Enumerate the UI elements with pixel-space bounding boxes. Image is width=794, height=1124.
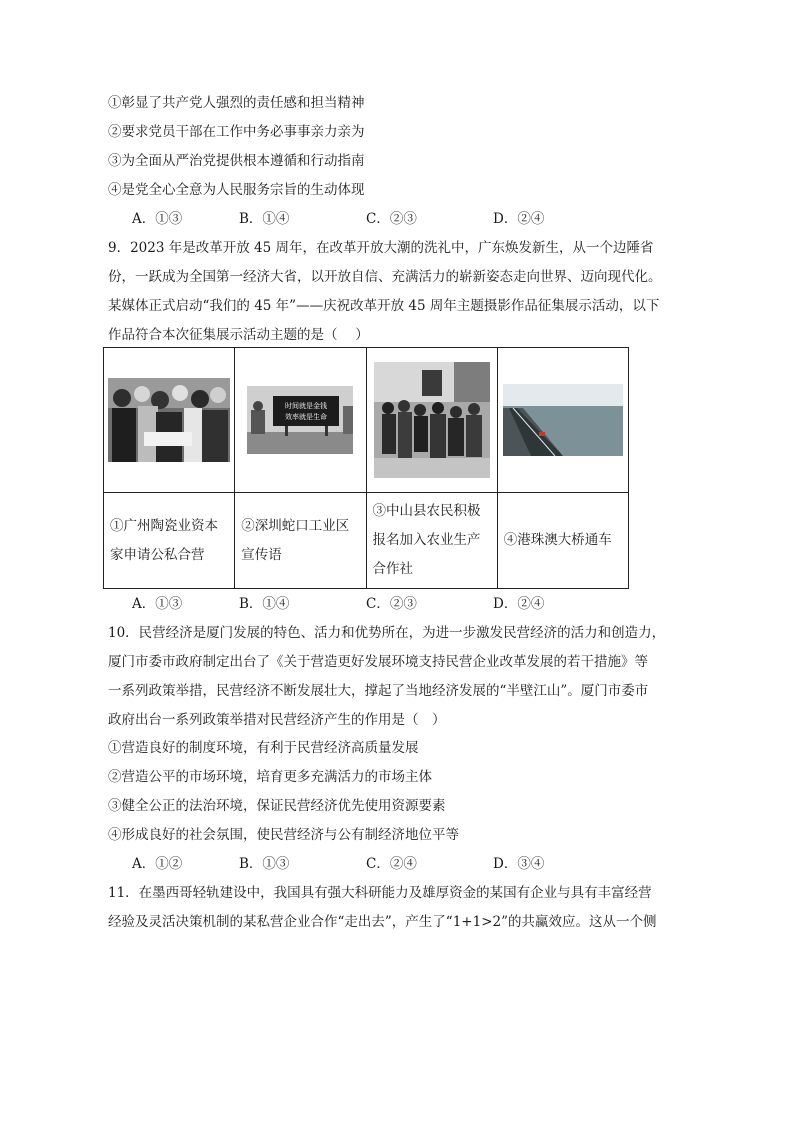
q10-line-4: 政府出台一系列政策举措对民营经济产生的作用是（ ） bbox=[108, 712, 446, 728]
q8-item-1: ①彰显了共产党人强烈的责任感和担当精神 bbox=[108, 95, 365, 111]
q9-line-4: 作品符合本次征集展示活动主题的是（ ） bbox=[108, 327, 369, 343]
q8-option-d: D．②④ bbox=[493, 211, 545, 227]
photo-cell-4 bbox=[497, 348, 628, 493]
bridge-photo-icon bbox=[503, 384, 623, 456]
photo-caption-1: ①广州陶瓷业资本家申请公私合营 bbox=[104, 493, 235, 589]
q10-item-1: ①营造良好的制度环境，有利于民营经济高质量发展 bbox=[108, 740, 419, 756]
q10-item-4: ④形成良好的社会氛围，使民营经济与公有制经济地位平等 bbox=[108, 827, 459, 843]
q8-item-3: ③为全面从严治党提供根本遵循和行动指南 bbox=[108, 153, 365, 169]
billboard-photo-icon bbox=[247, 386, 353, 454]
q10-option-d: D．③④ bbox=[493, 856, 545, 872]
q10-item-3: ③健全公正的法治环境，保证民营经济优先使用资源要素 bbox=[108, 798, 446, 814]
q10-line-2: 厦门市委市政府制定出台了《关于营造更好发展环境支持民营企业改革发展的若干措施》等 bbox=[108, 654, 648, 670]
q10-item-2: ②营造公平的市场环境，培育更多充满活力的市场主体 bbox=[108, 769, 432, 785]
q8-item-4: ④是党全心全意为人民服务宗旨的生动体现 bbox=[108, 182, 365, 198]
q10-line-3: 一系列政策举措，民营经济不断发展壮大，撑起了当地经济发展的“半壁江山”。厦门市委市 bbox=[108, 683, 649, 699]
q9-option-b: B．①④ bbox=[239, 596, 290, 612]
village-photo-icon bbox=[374, 362, 490, 478]
q8-option-b: B．①④ bbox=[239, 211, 290, 227]
q10-line-1: 10．民营经济是厦门发展的特色、活力和优势所在，为进一步激发民营经济的活力和创造力， bbox=[108, 625, 666, 641]
q11-line-1: 11．在墨西哥轻轨建设中，我国具有强大科研能力及雄厚资金的某国有企业与具有丰富经营 bbox=[108, 885, 652, 901]
photo-caption-4: ④港珠澳大桥通车 bbox=[497, 493, 628, 589]
crowd-photo-icon bbox=[108, 378, 230, 462]
q8-option-c: C．②③ bbox=[366, 211, 417, 227]
q11-line-2: 经验及灵活决策机制的某私营企业合作“走出去”，产生了“1+1>2”的共赢效应。这从一个侧 bbox=[108, 914, 657, 930]
photo-caption-2: ②深圳蛇口工业区宣传语 bbox=[235, 493, 366, 589]
q10-option-b: B．①③ bbox=[239, 856, 290, 872]
q9-option-a: A．①③ bbox=[132, 596, 183, 612]
photo-cell-3 bbox=[366, 348, 497, 493]
billboard-line-2: 效率就是生命 bbox=[285, 413, 328, 421]
photo-cell-1 bbox=[104, 348, 235, 493]
q9-photo-table bbox=[103, 347, 629, 589]
q10-option-c: C．②④ bbox=[366, 856, 417, 872]
q9-line-1: 9．2023 年是改革开放 45 周年，在改革开放大潮的洗礼中，广东焕发新生，从一个边陲省 bbox=[108, 240, 654, 256]
q9-option-d: D．②④ bbox=[493, 596, 545, 612]
photo-caption-3: ③中山县农民积极报名加入农业生产合作社 bbox=[366, 493, 497, 589]
q10-option-a: A．①② bbox=[132, 856, 183, 872]
billboard-line-1: 时间就是金钱 bbox=[285, 402, 328, 410]
q9-option-c: C．②③ bbox=[366, 596, 417, 612]
q9-line-3: 某媒体正式启动“我们的 45 年”——庆祝改革开放 45 周年主题摄影作品征集展示活动，以下 bbox=[108, 298, 660, 314]
q8-option-a: A．①③ bbox=[132, 211, 183, 227]
photo-cell-2 bbox=[235, 348, 366, 493]
q8-item-2: ②要求党员干部在工作中务必事事亲力亲为 bbox=[108, 124, 365, 140]
q9-line-2: 份，一跃成为全国第一经济大省，以开放自信、充满活力的崭新姿态走向世界、迈向现代化。 bbox=[108, 269, 662, 285]
